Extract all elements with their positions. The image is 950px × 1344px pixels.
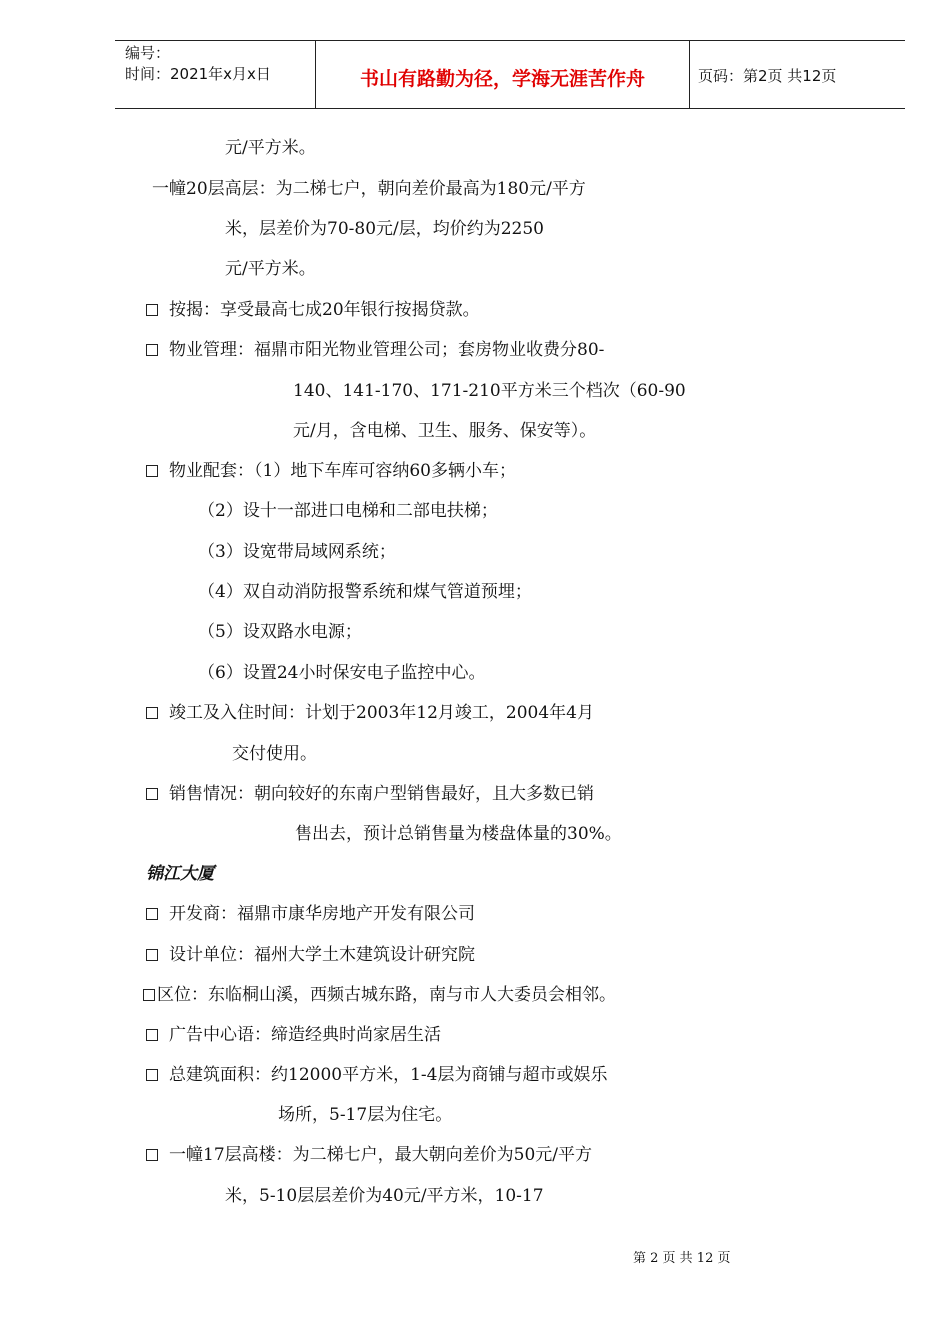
bullet-text: 物业配套：（1）地下车库可容纳60多辆小车； — [169, 461, 516, 481]
bullet-text: 销售情况：朝向较好的东南户型销售最好，且大多数已销 — [169, 784, 594, 804]
bullet-text: 一幢17层高楼：为二梯七户，最大朝向差价为50元/平方 — [169, 1145, 592, 1165]
text-line: （6）设置24小时保安电子监控中心。 — [198, 663, 486, 683]
bullet-text: 开发商：福鼎市康华房地产开发有限公司 — [169, 904, 475, 924]
text-line: 米，层差价为70-80元/层，均价约为2250 — [225, 219, 544, 239]
text-line: 米，5-10层层差价为40元/平方米，10-17 — [225, 1186, 544, 1206]
checkbox-bullet-icon — [146, 465, 158, 477]
checkbox-bullet-icon — [146, 1149, 158, 1161]
checkbox-bullet-icon — [143, 989, 155, 1001]
bullet-item — [146, 1023, 441, 1047]
text-line: （5）设双路水电源； — [198, 622, 362, 642]
document-time-label: 时间：2021年x月x日 — [125, 65, 271, 83]
header-page-number: 页码：第2页 共12页 — [698, 67, 837, 85]
bullet-text: 物业管理：福鼎市阳光物业管理公司；套房物业收费分80- — [169, 340, 605, 360]
bullet-text: 按揭：享受最高七成20年银行按揭贷款。 — [169, 300, 480, 320]
text-line: （2）设十一部进口电梯和二部电扶梯； — [198, 501, 498, 521]
header-motto-cell — [315, 41, 690, 108]
bullet-item — [146, 943, 475, 967]
section-heading: 锦江大厦 — [146, 864, 214, 884]
bullet-item — [146, 298, 480, 322]
bullet-item — [146, 782, 594, 806]
bullet-item — [146, 902, 475, 926]
checkbox-bullet-icon — [146, 344, 158, 356]
bullet-text: 广告中心语：缔造经典时尚家居生活 — [169, 1025, 441, 1045]
bullet-text: 设计单位：福州大学土木建筑设计研究院 — [169, 945, 475, 965]
header-motto: 书山有路勤为径，学海无涯苦作舟 — [359, 68, 645, 90]
bullet-item — [146, 1143, 592, 1167]
text-line: 场所，5-17层为住宅。 — [278, 1105, 453, 1125]
checkbox-bullet-icon — [146, 304, 158, 316]
text-line: （3）设宽带局域网系统； — [198, 542, 396, 562]
text-line: 一幢20层高层：为二梯七户，朝向差价最高为180元/平方 — [152, 179, 586, 199]
bullet-text: 竣工及入住时间：计划于2003年12月竣工，2004年4月 — [169, 703, 594, 723]
page-footer: 第 2 页 共 12 页 — [633, 1251, 731, 1266]
text-line: 售出去，预计总销售量为楼盘体量的30%。 — [295, 824, 622, 844]
checkbox-bullet-icon — [146, 949, 158, 961]
checkbox-bullet-icon — [146, 1029, 158, 1041]
bullet-item — [143, 983, 616, 1007]
checkbox-bullet-icon — [146, 1069, 158, 1081]
text-line: 140、141-170、171-210平方米三个档次（60-90 — [293, 381, 686, 401]
bullet-item — [146, 459, 516, 483]
header-meta — [125, 43, 271, 85]
bullet-item — [146, 1063, 607, 1087]
bullet-text: 区位：东临桐山溪，西频古城东路，南与市人大委员会相邻。 — [157, 985, 616, 1005]
bullet-item — [146, 338, 604, 362]
text-line: 元/平方米。 — [225, 138, 316, 158]
text-line: 元/平方米。 — [225, 259, 316, 279]
checkbox-bullet-icon — [146, 788, 158, 800]
text-line: （4）双自动消防报警系统和煤气管道预埋； — [198, 582, 532, 602]
page-header — [115, 40, 905, 109]
bullet-text: 总建筑面积：约12000平方米，1-4层为商铺与超市或娱乐 — [169, 1065, 608, 1085]
text-line: 元/月，含电梯、卫生、服务、保安等）。 — [293, 421, 597, 441]
text-line: 交付使用。 — [232, 744, 317, 764]
document-number-label: 编号： — [125, 44, 171, 62]
bullet-item — [146, 701, 594, 725]
checkbox-bullet-icon — [146, 707, 158, 719]
checkbox-bullet-icon — [146, 908, 158, 920]
